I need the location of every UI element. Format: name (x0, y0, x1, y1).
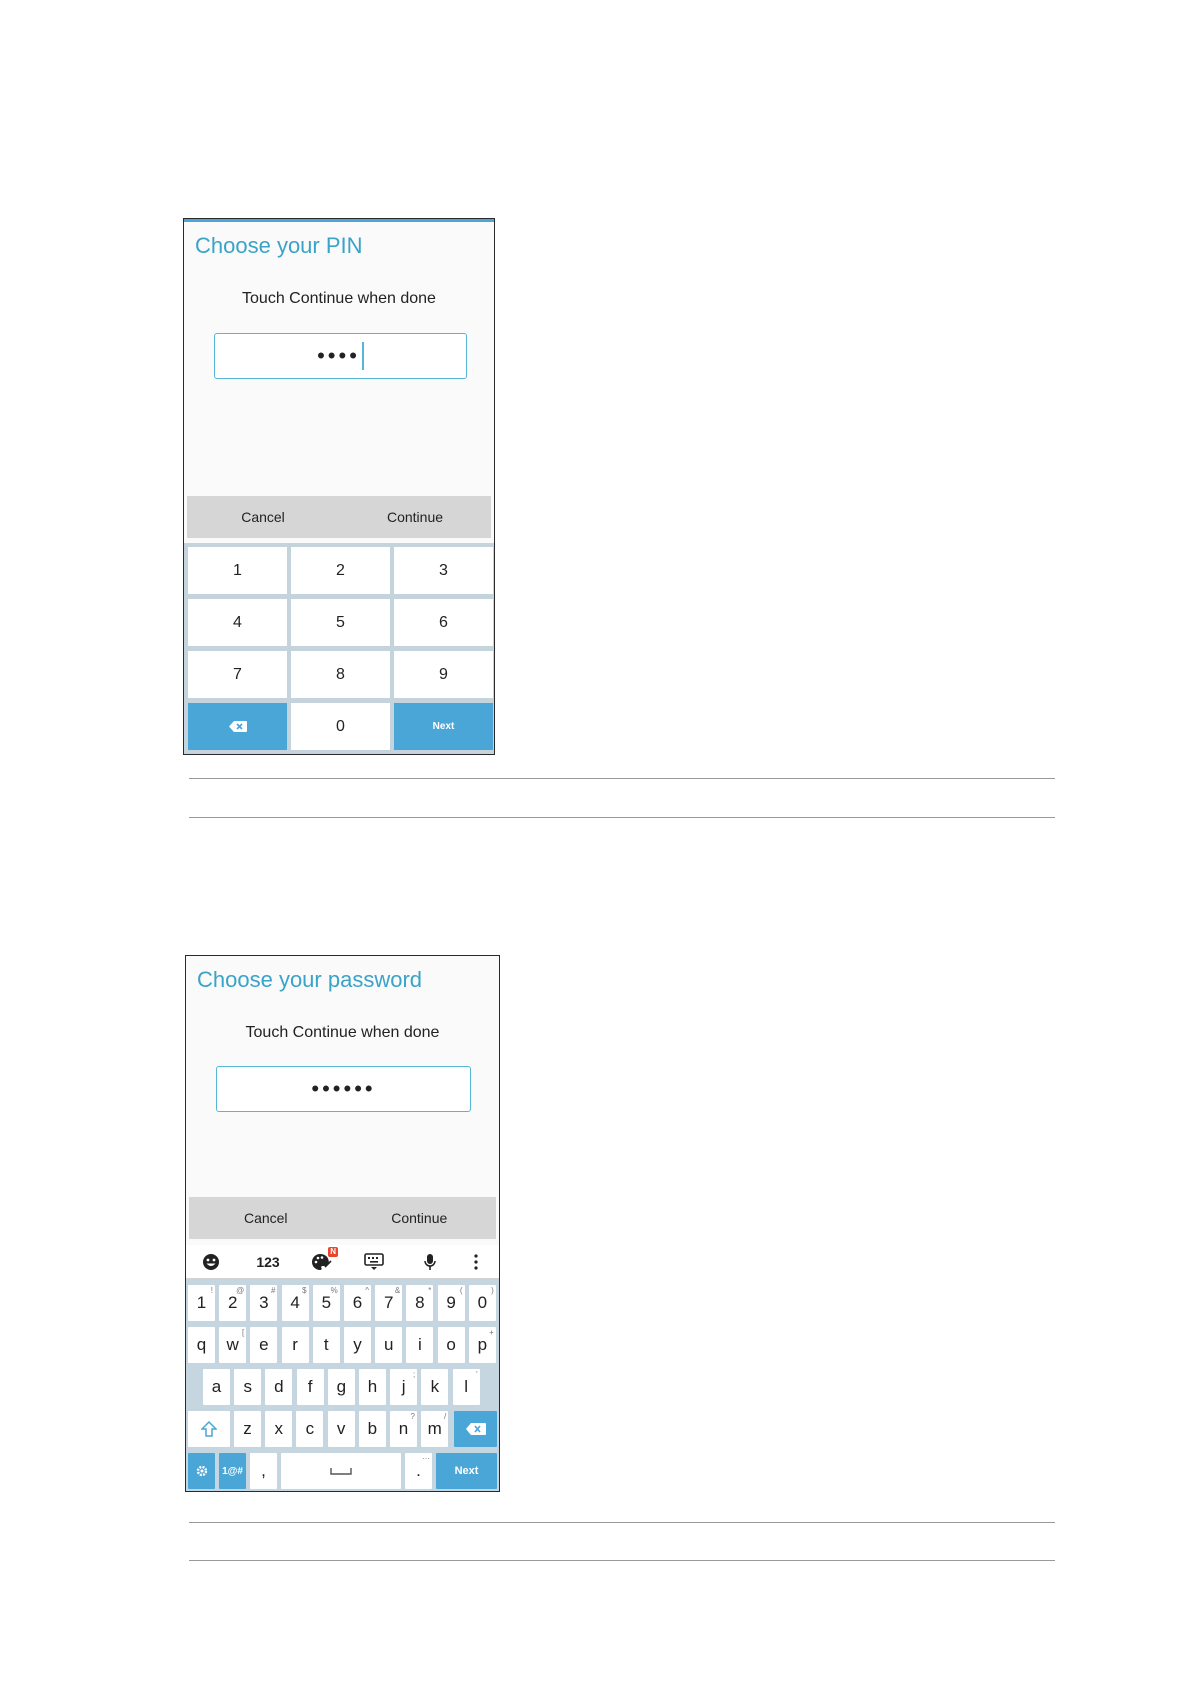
password-screenshot (185, 955, 500, 1492)
key-6[interactable] (344, 1285, 371, 1321)
key-label: r (292, 1335, 298, 1354)
key-3[interactable] (250, 1285, 277, 1321)
key-i[interactable] (406, 1327, 433, 1363)
palette-icon[interactable] (300, 1245, 344, 1278)
digit-key-1[interactable]: 1 (188, 547, 287, 594)
continue-button[interactable]: Continue (386, 509, 444, 525)
key-label: 0 (477, 1293, 488, 1312)
key-label: x (274, 1419, 283, 1438)
key-alt-label: # (270, 1286, 276, 1295)
key-label: y (353, 1335, 362, 1354)
key-e[interactable] (250, 1327, 277, 1363)
microphone-icon[interactable] (408, 1245, 452, 1278)
key-v[interactable] (328, 1411, 355, 1447)
key-label: d (274, 1377, 284, 1396)
key-alt-label: ··· (422, 1454, 430, 1463)
password-input[interactable] (216, 1066, 471, 1112)
key-4[interactable] (282, 1285, 309, 1321)
key-label: j (401, 1377, 406, 1396)
key-d[interactable] (265, 1369, 292, 1405)
digit-key-9[interactable]: 9 (394, 651, 493, 698)
key-alt-label: ( (459, 1286, 463, 1295)
divider-line (189, 778, 1055, 779)
shift-icon[interactable] (188, 1411, 230, 1447)
key-s[interactable] (234, 1369, 261, 1405)
key-j[interactable] (390, 1369, 417, 1405)
key-r[interactable] (282, 1327, 309, 1363)
key-alt-label: ? (410, 1412, 415, 1421)
key-7[interactable] (375, 1285, 402, 1321)
key-8[interactable] (406, 1285, 433, 1321)
key-alt-label: ' (476, 1370, 478, 1379)
page-title: Choose your PIN (195, 233, 363, 258)
key-label: t (323, 1335, 329, 1354)
key-1[interactable] (188, 1285, 215, 1321)
digit-key-5[interactable]: 5 (291, 599, 390, 646)
digit-key-7[interactable]: 7 (188, 651, 287, 698)
key-label: 5 (321, 1293, 332, 1312)
key-alt-label: [ (241, 1328, 245, 1337)
key-k[interactable] (421, 1369, 448, 1405)
key-p[interactable] (469, 1327, 496, 1363)
cancel-button[interactable]: Cancel (243, 1210, 288, 1226)
key-label: 1 (196, 1293, 207, 1312)
key-label: 8 (415, 1293, 425, 1312)
pin-input[interactable] (214, 333, 467, 379)
key-label: e (259, 1335, 269, 1354)
text-cursor (362, 342, 364, 370)
key-t[interactable] (313, 1327, 340, 1363)
key-label: q (196, 1335, 207, 1354)
key-label: v (336, 1419, 346, 1438)
key-label: 7 (383, 1293, 394, 1312)
action-bar (189, 1197, 496, 1239)
key-label: m (427, 1419, 442, 1438)
digit-key-6[interactable]: 6 (394, 599, 493, 646)
continue-button[interactable]: Continue (391, 1210, 448, 1226)
key-label: n (398, 1419, 409, 1438)
key-label: 3 (259, 1293, 269, 1312)
key-alt-label: & (394, 1286, 401, 1295)
emoji-icon[interactable] (194, 1245, 228, 1278)
key-n[interactable] (390, 1411, 417, 1447)
next-button[interactable]: Next (436, 1453, 497, 1489)
key-9[interactable] (438, 1285, 465, 1321)
key-label: h (367, 1377, 378, 1396)
key-alt-label: ^ (365, 1286, 369, 1295)
instruction-text: Touch Continue when done (245, 1024, 440, 1041)
cancel-button[interactable]: Cancel (241, 509, 285, 525)
key-b[interactable] (359, 1411, 386, 1447)
numeric-keypad (184, 543, 494, 755)
key-alt-label: + (489, 1328, 494, 1337)
new-badge: N (330, 1247, 336, 1256)
page-title: Choose your password (197, 967, 423, 992)
key-c[interactable] (296, 1411, 323, 1447)
next-button[interactable]: Next (394, 703, 493, 750)
digit-key-8[interactable]: 8 (291, 651, 390, 698)
key-alt-label: / (443, 1412, 447, 1421)
key-label: u (383, 1335, 394, 1354)
divider-line (189, 1560, 1055, 1561)
key-label: i (418, 1335, 422, 1354)
gear-icon[interactable] (188, 1453, 215, 1489)
key-label: 6 (352, 1293, 363, 1312)
key-q[interactable] (188, 1327, 215, 1363)
key-label: k (430, 1377, 440, 1396)
key-alt-label: ) (491, 1286, 494, 1295)
key-u[interactable] (375, 1327, 402, 1363)
key-alt-label: % (330, 1286, 338, 1295)
key-label: 9 (446, 1293, 456, 1312)
key-y[interactable] (344, 1327, 371, 1363)
digit-key-0[interactable]: 0 (291, 703, 390, 750)
key-5[interactable] (313, 1285, 340, 1321)
top-accent-line (184, 219, 494, 222)
key-alt-label: ! (210, 1286, 213, 1295)
key-alt-label: $ (302, 1286, 307, 1295)
qwerty-keyboard (186, 1279, 499, 1492)
key-alt-label: ; (412, 1370, 416, 1379)
space-bar-icon[interactable] (281, 1453, 401, 1489)
keyboard-icon[interactable] (352, 1245, 396, 1278)
action-bar (187, 496, 491, 538)
comma-key[interactable]: , (250, 1453, 277, 1489)
instruction-text: Touch Continue when done (242, 290, 436, 307)
backspace-icon[interactable] (454, 1411, 497, 1447)
key-label: o (446, 1335, 456, 1354)
key-0[interactable] (469, 1285, 496, 1321)
key-label: f (307, 1377, 313, 1396)
key-label: s (243, 1377, 252, 1396)
key-z[interactable] (234, 1411, 261, 1447)
divider-line (189, 817, 1055, 818)
key-g[interactable] (328, 1369, 355, 1405)
key-label: 4 (290, 1293, 300, 1312)
key-label: w (226, 1335, 239, 1354)
backspace-icon[interactable] (188, 703, 287, 750)
key-label: c (305, 1419, 315, 1438)
password-value: •••••• (311, 1076, 376, 1101)
key-f[interactable] (297, 1369, 324, 1405)
key-w[interactable] (219, 1327, 246, 1363)
divider-line (189, 1522, 1055, 1523)
key-x[interactable] (265, 1411, 292, 1447)
key-a[interactable] (203, 1369, 230, 1405)
key-label: p (477, 1335, 488, 1354)
digit-key-3[interactable]: 3 (394, 547, 493, 594)
key-h[interactable] (359, 1369, 386, 1405)
key-label: l (464, 1377, 468, 1396)
key-label: a (211, 1377, 222, 1396)
pin-screenshot (183, 218, 495, 755)
more-vertical-icon[interactable] (454, 1245, 498, 1278)
key-label: b (367, 1419, 378, 1438)
key-label: z (243, 1419, 252, 1438)
symbols-key[interactable]: 1@# (219, 1453, 246, 1489)
key-alt-label: @ (236, 1286, 245, 1295)
key-l[interactable] (453, 1369, 480, 1405)
key-2[interactable] (219, 1285, 246, 1321)
key-label: 2 (227, 1293, 238, 1312)
key-o[interactable] (438, 1327, 465, 1363)
numbers-key[interactable]: 123 (256, 1253, 280, 1270)
pin-value: •••• (317, 343, 360, 368)
key-m[interactable] (421, 1411, 448, 1447)
period-key[interactable] (405, 1453, 432, 1489)
digit-key-2[interactable]: 2 (291, 547, 390, 594)
key-alt-label: * (428, 1286, 432, 1295)
keyboard-toolbar (186, 1245, 499, 1279)
key-label: . (416, 1461, 421, 1480)
digit-key-4[interactable]: 4 (188, 599, 287, 646)
key-label: g (336, 1377, 347, 1396)
